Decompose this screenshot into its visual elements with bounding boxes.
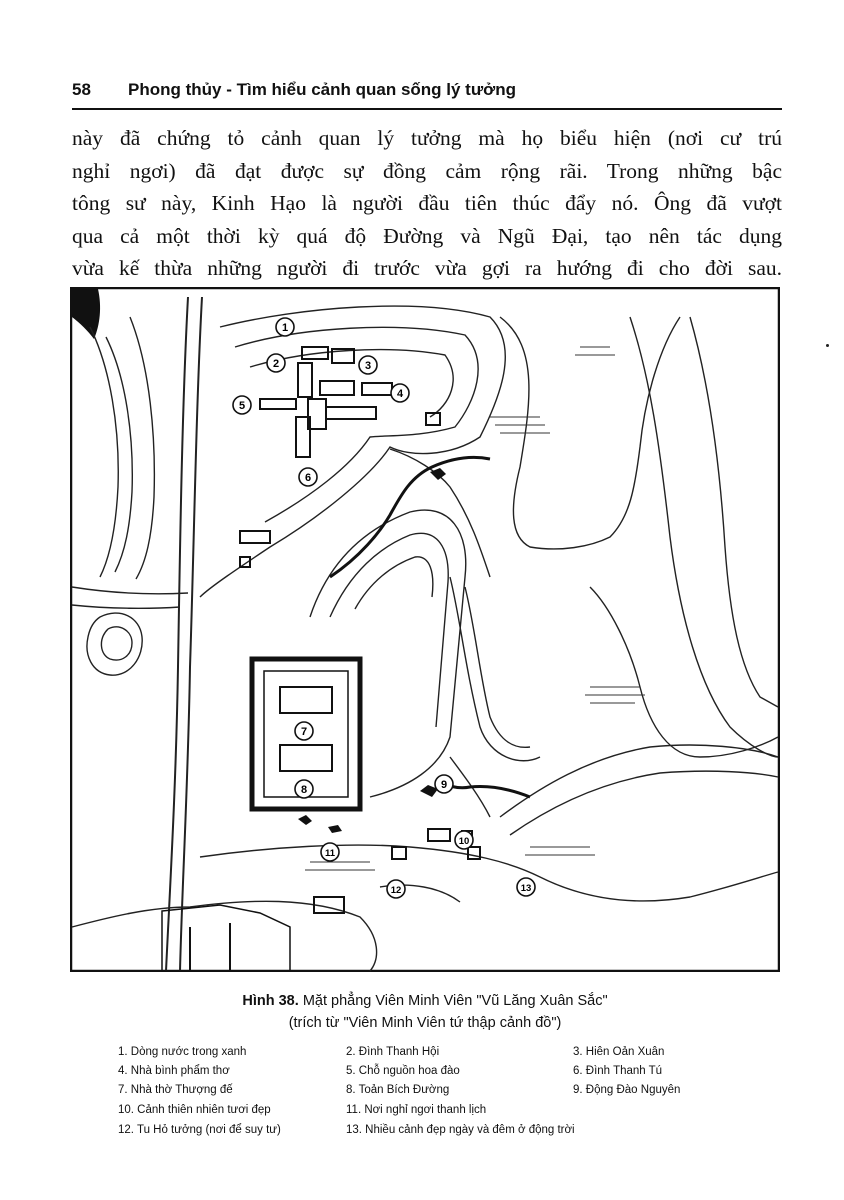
body-line: tông sư này, Kinh Hạo là người đầu tiên thúc đẩy nó. Ông đã vượt: [72, 191, 782, 215]
body-paragraph: [72, 122, 782, 285]
stray-dot: [826, 344, 829, 347]
page-number: 58: [72, 80, 91, 99]
body-line: này đã chứng tỏ cảnh quan lý tưởng mà họ biểu hiện (nơi cư trú: [72, 126, 782, 150]
map-marker-9: [435, 775, 453, 793]
map-marker-label: 4: [396, 388, 404, 400]
map-marker-12: [387, 880, 405, 898]
map-marker-label: 9: [440, 779, 448, 791]
map-marker-6: [299, 468, 317, 486]
legend-item: 2. Đình Thanh Hội: [346, 1046, 440, 1058]
map-marker-11: [321, 843, 339, 861]
figure-38-map: [70, 287, 780, 972]
caption-source: (trích từ "Viên Minh Viên tứ thập cảnh đồ"): [288, 1015, 562, 1031]
legend-item: 6. Đình Thanh Tú: [573, 1065, 663, 1077]
header-rule: [72, 108, 782, 110]
legend-item: 8. Toản Bích Đường: [346, 1084, 450, 1096]
legend-item: 3. Hiên Oản Xuân: [573, 1046, 665, 1058]
map-marker-2: [267, 354, 285, 372]
map-marker-13: [517, 878, 535, 896]
body-line: vừa kế thừa những người đi trước vừa gợi ra hướng đi cho đời sau.: [72, 256, 782, 280]
page-header: [72, 80, 782, 108]
legend-item: 7. Nhà thờ Thượng đế: [118, 1084, 233, 1096]
figure-caption: [70, 990, 780, 1034]
legend-item: 10. Cảnh thiên nhiên tươi đẹp: [118, 1104, 271, 1116]
caption-label: Hình 38.: [242, 993, 299, 1009]
garden-map: [70, 287, 780, 972]
map-marker-label: 8: [300, 784, 308, 796]
map-marker-5: [233, 396, 251, 414]
map-marker-1: [276, 318, 294, 336]
legend-item: 12. Tu Hỏ tưởng (nơi để suy tư): [118, 1124, 281, 1136]
legend-item: 5. Chỗ nguồn hoa đào: [346, 1065, 460, 1077]
map-marker-label: 13: [520, 883, 532, 894]
map-marker-7: [295, 722, 313, 740]
map-marker-4: [391, 384, 409, 402]
map-marker-label: 6: [304, 472, 312, 484]
map-marker-3: [359, 356, 377, 374]
caption-line-1: [70, 990, 780, 1012]
map-marker-10: [455, 831, 473, 849]
body-line: nghỉ ngơi) đã đạt được sự đồng cảm rộng rãi. Trong những bậc: [72, 158, 782, 183]
legend-item: 11. Nơi nghỉ ngơi thanh lịch: [346, 1104, 487, 1116]
running-title: Phong thủy - Tìm hiểu cảnh quan sống lý tưởng: [128, 80, 516, 99]
caption-title: Mặt phẳng Viên Minh Viên "Vũ Lăng Xuân Sắc": [302, 993, 608, 1009]
map-marker-8: [295, 780, 313, 798]
map-marker-label: 2: [272, 358, 280, 370]
map-marker-label: 11: [324, 848, 336, 859]
body-line: qua cả một thời kỳ quá độ Đường và Ngũ Đại, tạo nên tác dụng: [72, 223, 782, 248]
map-marker-label: 12: [390, 885, 402, 896]
legend-item: 13. Nhiều cảnh đẹp ngày và đêm ở động trời: [346, 1124, 575, 1136]
map-marker-label: 7: [300, 726, 308, 738]
legend-item: 1. Dòng nước trong xanh: [118, 1046, 247, 1058]
map-marker-label: 3: [364, 360, 372, 372]
map-marker-label: 1: [281, 322, 289, 334]
legend-item: 4. Nhà bình phẩm thơ: [118, 1065, 230, 1077]
map-marker-label: 5: [238, 400, 246, 412]
map-marker-label: 10: [458, 836, 470, 847]
legend-item: 9. Động Đào Nguyên: [573, 1084, 681, 1096]
